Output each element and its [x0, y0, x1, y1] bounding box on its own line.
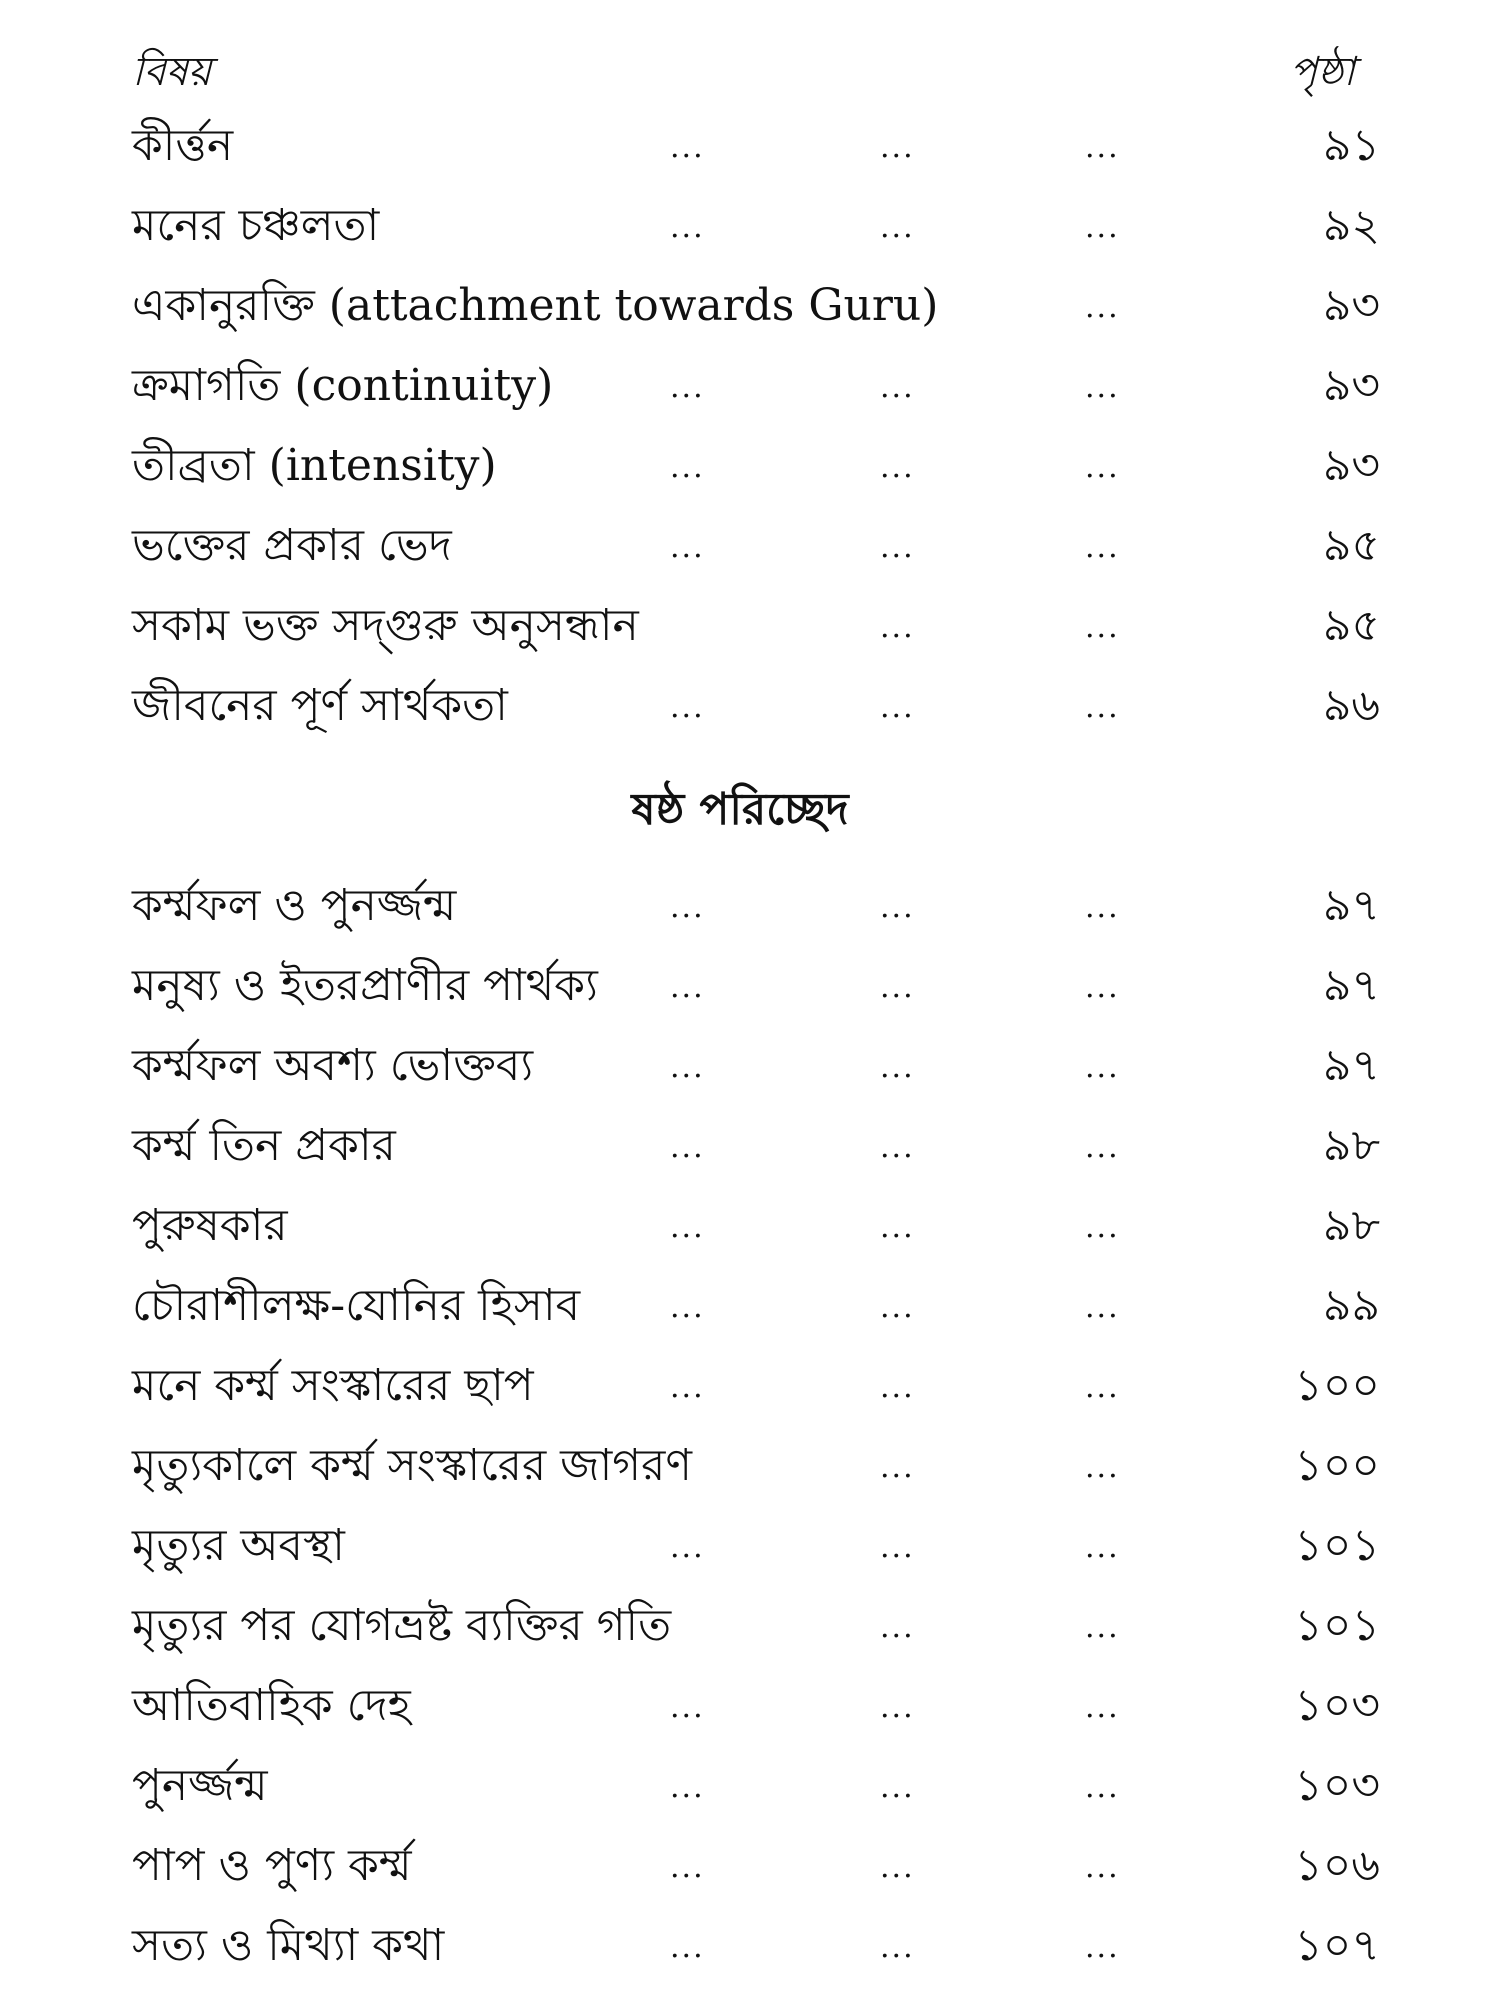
leader-dots: ... [880, 1930, 915, 1965]
leader-dots: ... [1085, 890, 1120, 925]
leader-dots: ... [880, 1530, 915, 1565]
toc-entry [0, 868, 1500, 932]
leader-dots: ... [1085, 1370, 1120, 1405]
leader-dots: ... [670, 130, 705, 165]
entry-title: চৌরাশীলক্ষ-যোনির হিসাব [132, 1280, 581, 1331]
leader-dots: ... [880, 1210, 915, 1245]
leader-dots: ... [670, 1130, 705, 1165]
entry-title: কর্ম্মফল ও পুনর্জ্জন্ম [132, 880, 457, 931]
toc-entry [0, 588, 1500, 652]
toc-entry [0, 1508, 1500, 1572]
entry-page: ৯৭ [1322, 880, 1380, 931]
leader-dots: ... [670, 1850, 705, 1885]
entry-page: ৯৮ [1322, 1120, 1380, 1171]
entry-page: ৯৭ [1322, 960, 1380, 1011]
leader-dots: ... [1085, 1450, 1120, 1485]
entry-title: মৃত্যুকালে কর্ম্ম সংস্কারের জাগরণ [132, 1440, 692, 1491]
toc-entry [0, 1748, 1500, 1812]
entry-title: পাপ ও পুণ্য কর্ম্ম [132, 1840, 412, 1891]
toc-entry [0, 348, 1500, 412]
entry-title: তীব্রতা (intensity) [132, 440, 497, 491]
leader-dots: ... [1085, 1210, 1120, 1245]
leader-dots: ... [1085, 1050, 1120, 1085]
entry-title: মৃত্যুর পর যোগভ্রষ্ট ব্যক্তির গতি [132, 1600, 672, 1651]
header-page: পৃষ্ঠা [1290, 49, 1355, 95]
toc-header [0, 34, 1500, 98]
entry-page: ৯৮ [1322, 1200, 1380, 1251]
leader-dots: ... [880, 1690, 915, 1725]
leader-dots: ... [670, 530, 705, 565]
toc-entry [0, 108, 1500, 172]
leader-dots: ... [1085, 1850, 1120, 1885]
toc-entry [0, 1108, 1500, 1172]
toc-entry [0, 508, 1500, 572]
leader-dots: ... [1085, 610, 1120, 645]
leader-dots: ... [880, 970, 915, 1005]
leader-dots: ... [880, 1450, 915, 1485]
entry-title: মনুষ্য ও ইতরপ্রাণীর পার্থক্য [132, 960, 598, 1011]
entry-page: ১০৭ [1294, 1920, 1380, 1971]
entry-page: ১০১ [1294, 1600, 1380, 1651]
entry-page: ৯৯ [1322, 1280, 1380, 1331]
entry-title: কর্ম্ম তিন প্রকার [132, 1120, 396, 1171]
entry-page: ৯৩ [1322, 440, 1380, 491]
leader-dots: ... [1085, 450, 1120, 485]
leader-dots: ... [880, 1130, 915, 1165]
entry-title: ক্রমাগতি (continuity) [132, 360, 554, 411]
toc-entry [0, 1828, 1500, 1892]
leader-dots: ... [880, 210, 915, 245]
entry-page: ৯৬ [1322, 680, 1380, 731]
section-title: ষষ্ঠ পরিচ্ছেদ [631, 784, 849, 835]
toc-entry [0, 188, 1500, 252]
leader-dots: ... [1085, 1770, 1120, 1805]
leader-dots: ... [1085, 210, 1120, 245]
leader-dots: ... [1085, 290, 1120, 325]
entry-page: ৯৭ [1322, 1040, 1380, 1091]
leader-dots: ... [1085, 1930, 1120, 1965]
toc-entry [0, 1668, 1500, 1732]
toc-entry [0, 1188, 1500, 1252]
leader-dots: ... [880, 1610, 915, 1645]
leader-dots: ... [670, 1530, 705, 1565]
leader-dots: ... [880, 1770, 915, 1805]
entry-title: মনের চঞ্চলতা [132, 200, 380, 251]
entry-page: ৯৩ [1322, 280, 1380, 331]
leader-dots: ... [670, 1290, 705, 1325]
leader-dots: ... [880, 690, 915, 725]
leader-dots: ... [1085, 1290, 1120, 1325]
leader-dots: ... [670, 1770, 705, 1805]
toc-entry [0, 428, 1500, 492]
leader-dots: ... [670, 970, 705, 1005]
entry-title: পুনর্জ্জন্ম [132, 1760, 268, 1811]
leader-dots: ... [670, 210, 705, 245]
leader-dots: ... [1085, 130, 1120, 165]
leader-dots: ... [880, 890, 915, 925]
leader-dots: ... [670, 690, 705, 725]
entry-page: ১০০ [1294, 1440, 1380, 1491]
leader-dots: ... [1085, 1690, 1120, 1725]
leader-dots: ... [670, 1370, 705, 1405]
entry-page: ১০৩ [1294, 1760, 1380, 1811]
leader-dots: ... [1085, 1130, 1120, 1165]
section-heading [0, 776, 1500, 849]
entry-page: ৯৫ [1322, 600, 1380, 651]
entry-page: ১০০ [1294, 1360, 1380, 1411]
entry-title: সত্য ও মিথ্যা কথা [132, 1920, 445, 1971]
leader-dots: ... [1085, 370, 1120, 405]
leader-dots: ... [880, 1850, 915, 1885]
leader-dots: ... [670, 1930, 705, 1965]
toc-entry [0, 1268, 1500, 1332]
entry-title: আতিবাহিক দেহ [132, 1680, 411, 1731]
entry-page: ৯২ [1322, 200, 1380, 251]
toc-entry [0, 1588, 1500, 1652]
leader-dots: ... [880, 450, 915, 485]
leader-dots: ... [1085, 1530, 1120, 1565]
entry-title: মৃত্যুর অবস্থা [132, 1520, 345, 1571]
entry-title: মনে কর্ম্ম সংস্কারের ছাপ [132, 1360, 534, 1411]
leader-dots: ... [880, 530, 915, 565]
entry-page: ৯৫ [1322, 520, 1380, 571]
leader-dots: ... [1085, 530, 1120, 565]
entry-title: জীবনের পূর্ণ সার্থকতা [132, 680, 508, 731]
leader-dots: ... [1085, 1610, 1120, 1645]
leader-dots: ... [880, 1290, 915, 1325]
entry-page: ৯৩ [1322, 360, 1380, 411]
leader-dots: ... [880, 1050, 915, 1085]
toc-entry [0, 1348, 1500, 1412]
toc-entry [0, 1028, 1500, 1092]
leader-dots: ... [880, 130, 915, 165]
leader-dots: ... [670, 1210, 705, 1245]
entry-page: ৯১ [1322, 120, 1380, 171]
entry-title: একানুরক্তি (attachment towards Guru) [132, 280, 939, 331]
entry-title: ভক্তের প্রকার ভেদ [132, 520, 452, 571]
toc-entry [0, 1908, 1500, 1972]
entry-page: ১০১ [1294, 1520, 1380, 1571]
leader-dots: ... [670, 1690, 705, 1725]
toc-entry [0, 668, 1500, 732]
leader-dots: ... [670, 370, 705, 405]
leader-dots: ... [670, 1050, 705, 1085]
leader-dots: ... [880, 370, 915, 405]
entry-title: পুরুষকার [132, 1200, 288, 1251]
entry-title: কর্ম্মফল অবশ্য ভোক্তব্য [132, 1040, 534, 1091]
leader-dots: ... [670, 450, 705, 485]
toc-entry [0, 268, 1500, 332]
leader-dots: ... [880, 1370, 915, 1405]
entry-title: সকাম ভক্ত সদ্গুরু অনুসন্ধান [132, 600, 639, 651]
toc-entry [0, 1428, 1500, 1492]
entry-page: ১০৬ [1294, 1840, 1380, 1891]
leader-dots: ... [880, 610, 915, 645]
header-subject: বিষয় [132, 49, 212, 95]
entry-title: কীর্ত্তন [132, 120, 234, 171]
leader-dots: ... [1085, 690, 1120, 725]
leader-dots: ... [1085, 970, 1120, 1005]
entry-page: ১০৩ [1294, 1680, 1380, 1731]
leader-dots: ... [670, 890, 705, 925]
toc-entry [0, 948, 1500, 1012]
